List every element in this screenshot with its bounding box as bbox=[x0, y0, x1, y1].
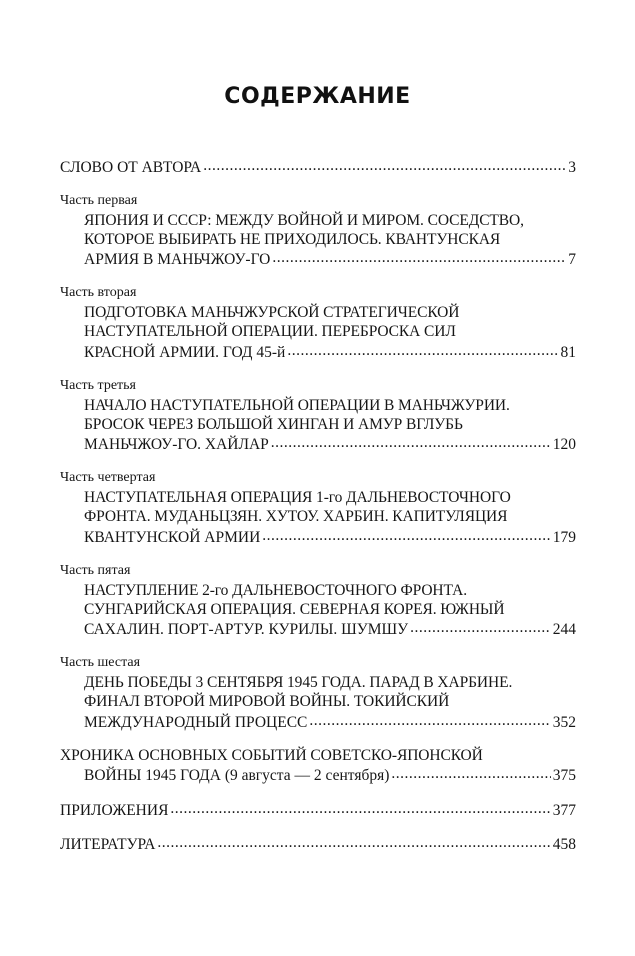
toc-entry-last-line bbox=[60, 619, 576, 640]
toc-entry-title: КРАСНОЙ АРМИИ. ГОД 45-й bbox=[84, 343, 286, 361]
page-title: СОДЕРЖАНИЕ bbox=[224, 84, 411, 109]
toc-entry-line: НАСТУПАТЕЛЬНОЙ ОПЕРАЦИИ. ПЕРЕБРОСКА СИЛ bbox=[84, 323, 456, 340]
toc-part-label: Часть шестая bbox=[60, 655, 141, 670]
toc-entry-line: СУНГАРИЙСКАЯ ОПЕРАЦИЯ. СЕВЕРНАЯ КОРЕЯ. ЮЖНЫЙ bbox=[84, 600, 505, 618]
toc-entry-last-line bbox=[60, 799, 576, 820]
toc-page-number: 81 bbox=[560, 343, 576, 361]
toc-entry-last-line bbox=[60, 249, 576, 270]
toc-entry-title: ВОЙНЫ 1945 ГОДА (9 августа — 2 сентября) bbox=[84, 767, 390, 784]
dot-leader bbox=[287, 341, 558, 357]
dot-leader bbox=[271, 434, 551, 450]
toc-page-number: 375 bbox=[552, 767, 576, 784]
dot-leader bbox=[203, 156, 566, 172]
toc-entry-line: ХРОНИКА ОСНОВНЫХ СОБЫТИЙ СОВЕТСКО-ЯПОНСКОЙ bbox=[60, 746, 483, 764]
toc-entry-line: ЯПОНИЯ И СССР: МЕЖДУ ВОЙНОЙ И МИРОМ. СОСЕДСТВО, bbox=[84, 211, 524, 229]
toc-entry-title: МЕЖДУНАРОДНЫЙ ПРОЦЕСС bbox=[84, 713, 308, 731]
toc-entry-line: НАСТУПАТЕЛЬНАЯ ОПЕРАЦИЯ 1-го ДАЛЬНЕВОСТОЧНОГО bbox=[84, 489, 511, 506]
toc-page-number: 3 bbox=[568, 158, 576, 176]
toc-page-number: 352 bbox=[552, 713, 576, 731]
toc-entry-line: БРОСОК ЧЕРЕЗ БОЛЬШОЙ ХИНГАН И АМУР ВГЛУБЬ bbox=[84, 415, 463, 433]
toc-page-number: 377 bbox=[552, 801, 576, 819]
toc-entry-title: СЛОВО ОТ АВТОРА bbox=[60, 158, 202, 176]
dot-leader bbox=[410, 619, 551, 635]
toc-entry-last-line bbox=[60, 341, 576, 362]
toc-part-label: Часть вторая bbox=[60, 285, 137, 300]
toc-entry-part-5[interactable] bbox=[60, 561, 576, 640]
toc-entry-last-line bbox=[60, 765, 576, 786]
toc-page-number: 458 bbox=[552, 836, 576, 853]
toc-entry-line: КОТОРОЕ ВЫБИРАТЬ НЕ ПРИХОДИЛОСЬ. КВАНТУНСКАЯ bbox=[84, 230, 501, 248]
toc-entry-part-6[interactable] bbox=[60, 653, 576, 732]
toc-part-label: Часть третья bbox=[60, 377, 136, 393]
toc-entry-foreword[interactable] bbox=[60, 156, 576, 177]
toc-entry-line: ФИНАЛ ВТОРОЙ МИРОВОЙ ВОЙНЫ. ТОКИЙСКИЙ bbox=[84, 693, 450, 710]
dot-leader bbox=[170, 799, 550, 815]
toc-part-label: Часть пятая bbox=[60, 562, 131, 578]
toc-entry-title: САХАЛИН. ПОРТ-АРТУР. КУРИЛЫ. ШУМШУ bbox=[84, 621, 409, 638]
toc-entry-line: НАСТУПЛЕНИЕ 2-го ДАЛЬНЕВОСТОЧНОГО ФРОНТА. bbox=[84, 581, 467, 599]
toc-entry-line: ПОДГОТОВКА МАНЬЧЖУРСКОЙ СТРАТЕГИЧЕСКОЙ bbox=[84, 304, 460, 321]
dot-leader bbox=[309, 711, 550, 727]
toc-entry-last-line bbox=[60, 156, 576, 177]
toc-entry-title: МАНЬЧЖОУ-ГО. ХАЙЛАР bbox=[84, 436, 269, 453]
toc-part-label: Часть первая bbox=[60, 192, 138, 208]
toc-entry-title: АРМИЯ В МАНЬЧЖОУ-ГО bbox=[84, 251, 271, 268]
toc-entry-part-2[interactable] bbox=[60, 283, 576, 362]
toc-part-label: Часть четвертая bbox=[60, 470, 156, 485]
toc-entry-part-3[interactable] bbox=[60, 376, 576, 455]
toc-entry-line: ФРОНТА. МУДАНЬЦЗЯН. ХУТОУ. ХАРБИН. КАПИТУЛЯЦИЯ bbox=[84, 508, 508, 525]
toc-page-number: 7 bbox=[568, 251, 576, 268]
toc-page-number: 120 bbox=[552, 436, 576, 453]
toc-entry-title: ПРИЛОЖЕНИЯ bbox=[60, 801, 169, 819]
toc-page-number: 179 bbox=[552, 528, 576, 546]
toc-entry-last-line bbox=[60, 834, 576, 855]
dot-leader bbox=[262, 526, 550, 542]
toc-entry-appendices[interactable] bbox=[60, 799, 576, 820]
toc-entry-part-4[interactable] bbox=[60, 468, 576, 547]
toc-entry-line: ДЕНЬ ПОБЕДЫ 3 СЕНТЯБРЯ 1945 ГОДА. ПАРАД В ХАРБИНЕ. bbox=[84, 674, 513, 691]
toc-entry-chronicle[interactable] bbox=[60, 746, 576, 786]
toc-entry-title: КВАНТУНСКОЙ АРМИИ bbox=[84, 528, 261, 546]
toc-entry-title: ЛИТЕРАТУРА bbox=[60, 836, 156, 853]
toc-entry-last-line bbox=[60, 526, 576, 547]
toc-entry-line: НАЧАЛО НАСТУПАТЕЛЬНОЙ ОПЕРАЦИИ В МАНЬЧЖУРИИ. bbox=[84, 396, 510, 414]
dot-leader bbox=[391, 765, 550, 781]
table-of-contents bbox=[60, 156, 576, 868]
toc-entry-literature[interactable] bbox=[60, 834, 576, 855]
toc-page-number: 244 bbox=[552, 621, 576, 638]
dot-leader bbox=[272, 249, 566, 265]
dot-leader bbox=[157, 834, 550, 850]
toc-entry-last-line bbox=[60, 711, 576, 732]
toc-entry-last-line bbox=[60, 434, 576, 455]
toc-entry-part-1[interactable] bbox=[60, 191, 576, 270]
